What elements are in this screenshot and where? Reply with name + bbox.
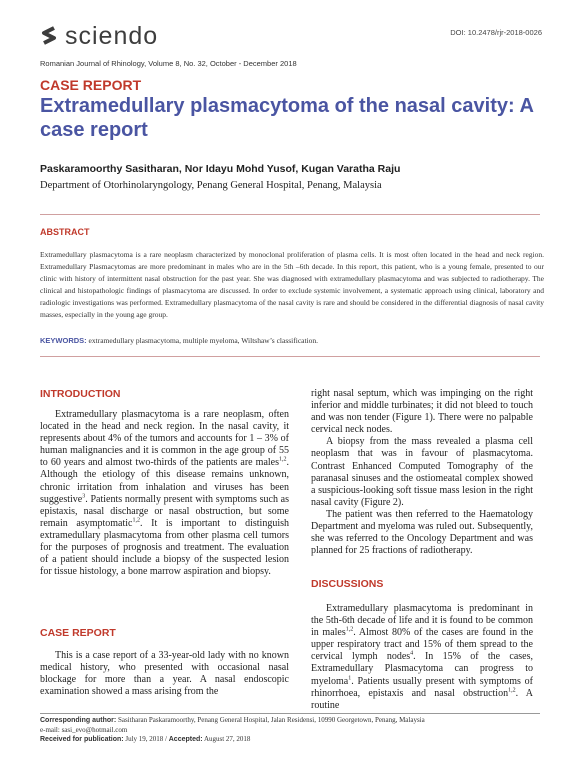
paragraph: This is a case report of a 33-year-old lady with no known medical history, who presented with occasional nasal blockage for more than a year. A nasal endoscopic examination showed a mass arising from the [40, 650, 289, 698]
keywords-label: KEYWORDS: [40, 336, 87, 345]
doi: DOI: 10.2478/rjr-2018-0026 [450, 28, 542, 37]
abstract-heading: ABSTRACT [40, 227, 90, 237]
paragraph: Extramedullary plasmacytoma is predominant in the 5th-6th decade of life and it is found to be common in males$^{1,2}$. Almost 80% of the cases are found in the upper respiratory tract and 15% of them spread to the cervical lymph nodes$^4$. In 15% of the cases, Extramedullary Plasmacytoma can progress to myeloma$^1$. Patients usually present with symptoms of rhinorrhoea, epistaxis and nasal obstruction$^{1,2}$. A routine [311, 603, 534, 711]
divider [40, 214, 540, 215]
email: e-mail: sasi_evo@hotmail.com [40, 725, 128, 734]
keywords-text: extramedullary plasmacytoma, multiple myeloma, Wiltshaw’s classification. [86, 336, 319, 345]
corresponding-author: Corresponding author: Sasitharan Paskaramoorthy, Penang General Hospital, Jalan Residensi, 10990 Georgetown, Penang, Malaysia [40, 716, 425, 724]
sciendo-logo-icon [40, 25, 58, 49]
author-list: Paskaramoorthy Sasitharan, Nor Idayu Mohd Yusof, Kugan Varatha Raju [40, 163, 401, 175]
paragraph: The patient was then referred to the Haematology Department and myeloma was ruled out. Subsequently, she was referred to the Oncology Department and was planned for 25 fractions of radiotherapy. [311, 508, 533, 557]
case-report-body [40, 650, 289, 698]
footer-divider [40, 713, 540, 714]
introduction-heading: INTRODUCTION [40, 388, 121, 400]
paragraph: right nasal septum, which was impinging on the right inferior and middle turbinates; it did not bleed to touch and was non tender (Figure 1). There were no palpable cervical neck nodes. [311, 388, 533, 436]
keywords [40, 336, 544, 345]
abstract-text: Extramedullary plasmacytoma is a rare neoplasm characterized by monoclonal proliferation of plasma cells. It is most often located in the head and neck region. Extramedullary Plasmacytomas are more predominant in males who are in the 5th –6th decade. In this report, this patient, who is a young female, presented to our clinic with history of intermittent nasal obstruction for the past year. She was diagnosed with extramedullary plasmacytoma and was subjected to radiotherapy. The clinical and histopathologic findings of plasmacytoma are discussed. In order to exclude systemic involvement, a systematic approach using clinical, laboratory and radiologic investigations was performed. Extramedullary plasmacytoma of the nasal cavity is rare and should be considered in the differential diagnosis of nasal cavity masses, especially in the young age group. [40, 250, 544, 319]
paragraph: A biopsy from the mass revealed a plasma cell neoplasm that was in favour of plasmacytoma. Contrast Enhanced Computed Tomography of the paranasal sinuses and the ostiomeatal complex showed a suspicious-looking soft tissue mass lesion in the right nasal cavity (Figure 2). [311, 436, 533, 508]
article-title: Extramedullary plasmacytoma of the nasal cavity: A case report [40, 95, 534, 141]
publisher-name: sciendo [65, 22, 159, 50]
footer [40, 716, 425, 745]
journal-citation: Romanian Journal of Rhinology, Volume 8, No. 32, October - December 2018 [40, 59, 297, 68]
publisher-logo [40, 22, 158, 51]
paragraph: Extramedullary plasmacytoma is a rare neoplasm, often located in the head and neck region. In the nasal cavity, it represents about 4% of the tumors and accounts for 1 – 3% of human malignancies and it is common in the age group of 55 to 60 years and almost two-thirds of the patients are males$^{1,2}$. Although the etiology of this disease remains unknown, chronic irritation from inhalation and viruses has been suggestive$^3$. Patients normally present with symptoms such as epistaxis, nasal discharge or nasal obstruction, but some remain asymptomatic$^{1,2}$. It is important to distinguish extramedullary plasmacytoma from other plasma cell tumors for the purposes of prognosis and treatment. The evaluation of a patient should include a biopsy of the suspected lesion for tissue histology, a bone marrow aspiration and biopsy. [40, 409, 289, 578]
introduction-body [40, 409, 289, 578]
article-type: CASE REPORT [40, 77, 142, 93]
affiliation: Department of Otorhinolaryngology, Penang General Hospital, Penang, Malaysia [40, 180, 382, 191]
publication-dates: Received for publication: July 19, 2018 / Accepted: August 27, 2018 [40, 735, 251, 743]
case-report-heading: CASE REPORT [40, 627, 116, 639]
discussions-body [311, 603, 533, 712]
case-report-body-continued [311, 388, 533, 557]
divider [40, 356, 540, 357]
discussions-heading: DISCUSSIONS [311, 578, 384, 590]
